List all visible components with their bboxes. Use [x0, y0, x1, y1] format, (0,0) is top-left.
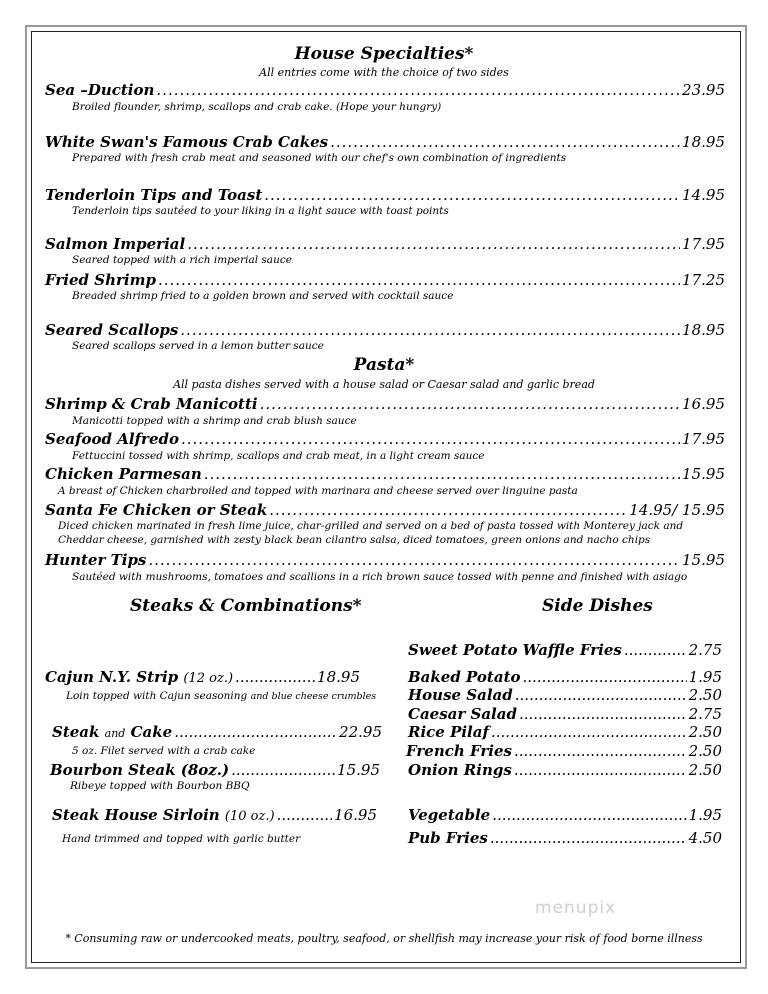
menu-item-chicken-parmesan: Chicken Parmesan ..... 15.95: [45, 465, 725, 483]
side-item: Vegetable ..... 1.95: [408, 806, 722, 824]
item-description: Diced chicken marinated in fresh lime juice, char-grilled and served on a bed of pasta tossed with Monterey jack and: [58, 520, 684, 532]
item-description-line2: Cheddar cheese, garnished with zesty black bean cilantro salsa, diced tomatoes, green onions and nacho chips: [58, 534, 651, 546]
pasta-subtitle: All pasta dishes served with a house salad or Caesar salad and garlic bread: [173, 378, 595, 391]
side-item: Rice Pilaf ..... 2.50: [408, 723, 722, 741]
item-description: Seared topped with a rich imperial sauce: [72, 254, 292, 266]
item-description: Fettuccini tossed with shrimp, scallops and crab meat, in a light cream sauce: [72, 450, 485, 462]
menu-item-salmon-imperial: Salmon Imperial ..... 17.95: [45, 235, 725, 253]
house-specialties-title: House Specialties*: [294, 44, 474, 64]
side-item: Onion Rings ..... 2.50: [408, 761, 722, 779]
menu-item-steak-and-cake: Steak and Cake ..... 22.95: [52, 723, 382, 741]
item-description: A breast of Chicken charbroiled and topped with marinara and cheese served over linguine pasta: [58, 485, 578, 497]
menu-item-manicotti: Shrimp & Crab Manicotti ..... 16.95: [45, 395, 725, 413]
item-description: Seared scallops served in a lemon butter sauce: [72, 340, 324, 352]
side-item: House Salad ..... 2.50: [408, 686, 722, 704]
side-item: Pub Fries ..... 4.50: [408, 829, 722, 847]
item-description: 5 oz. Filet served with a crab cake: [72, 745, 256, 757]
side-item: Baked Potato ..... 1.95: [408, 668, 722, 686]
menu-item-seared-scallops: Seared Scallops ..... 18.95: [45, 321, 725, 339]
house-specialties-subtitle: All entries come with the choice of two sides: [259, 66, 509, 79]
menu-item-santa-fe: Santa Fe Chicken or Steak ..... 14.95/ 15.95: [45, 501, 725, 519]
side-item: Caesar Salad ..... 2.75: [408, 705, 722, 723]
footer-disclaimer: * Consuming raw or undercooked meats, poultry, seafood, or shellfish may increase your risk of food borne illness: [65, 932, 703, 945]
menu-item-hunter-tips: Hunter Tips ..... 15.95: [45, 551, 725, 569]
side-item: French Fries ..... 2.50: [406, 742, 722, 760]
menu-item-sirloin: Steak House Sirloin (10 oz.) ..... 16.95: [52, 806, 377, 824]
side-item: Sweet Potato Waffle Fries ..... 2.75: [408, 641, 722, 659]
menu-item-crab-cakes: White Swan's Famous Crab Cakes ..... 18.95: [45, 133, 725, 151]
menu-item-fried-shrimp: Fried Shrimp ..... 17.25: [45, 271, 725, 289]
pasta-title: Pasta*: [353, 355, 415, 375]
item-description: Sautéed with mushrooms, tomatoes and scallions in a rich brown sauce tossed with penne and finished with asiago: [72, 571, 688, 583]
menu-item-sea-duction: Sea –Duction ..... 23.95: [45, 81, 725, 99]
menu-item-tenderloin-tips: Tenderloin Tips and Toast ..... 14.95: [45, 186, 725, 204]
item-description: Breaded shrimp fried to a golden brown and served with cocktail sauce: [72, 290, 454, 302]
watermark: menupix: [535, 898, 617, 918]
item-description: Loin topped with Cajun seasoning and blue cheese crumbles: [66, 690, 377, 702]
item-description: Tenderloin tips sautéed to your liking in a light sauce with toast points: [72, 205, 449, 217]
item-description: Ribeye topped with Bourbon BBQ: [70, 780, 250, 792]
item-description: Prepared with fresh crab meat and seasoned with our chef's own combination of ingredients: [72, 152, 567, 164]
side-dishes-title: Side Dishes: [542, 596, 653, 616]
menu-item-seafood-alfredo: Seafood Alfredo ..... 17.95: [45, 430, 725, 448]
item-description: Manicotti topped with a shrimp and crab blush sauce: [72, 415, 357, 427]
item-description: Broiled flounder, shrimp, scallops and crab cake. (Hope your hungry): [72, 101, 442, 113]
menu-item-cajun-strip: Cajun N.Y. Strip (12 oz.) ..... 18.95: [45, 668, 360, 686]
menu-item-bourbon-steak: Bourbon Steak (8oz.) ..... 15.95: [50, 761, 380, 779]
steaks-title: Steaks & Combinations*: [130, 596, 362, 616]
item-description: Hand trimmed and topped with garlic butter: [62, 833, 301, 845]
